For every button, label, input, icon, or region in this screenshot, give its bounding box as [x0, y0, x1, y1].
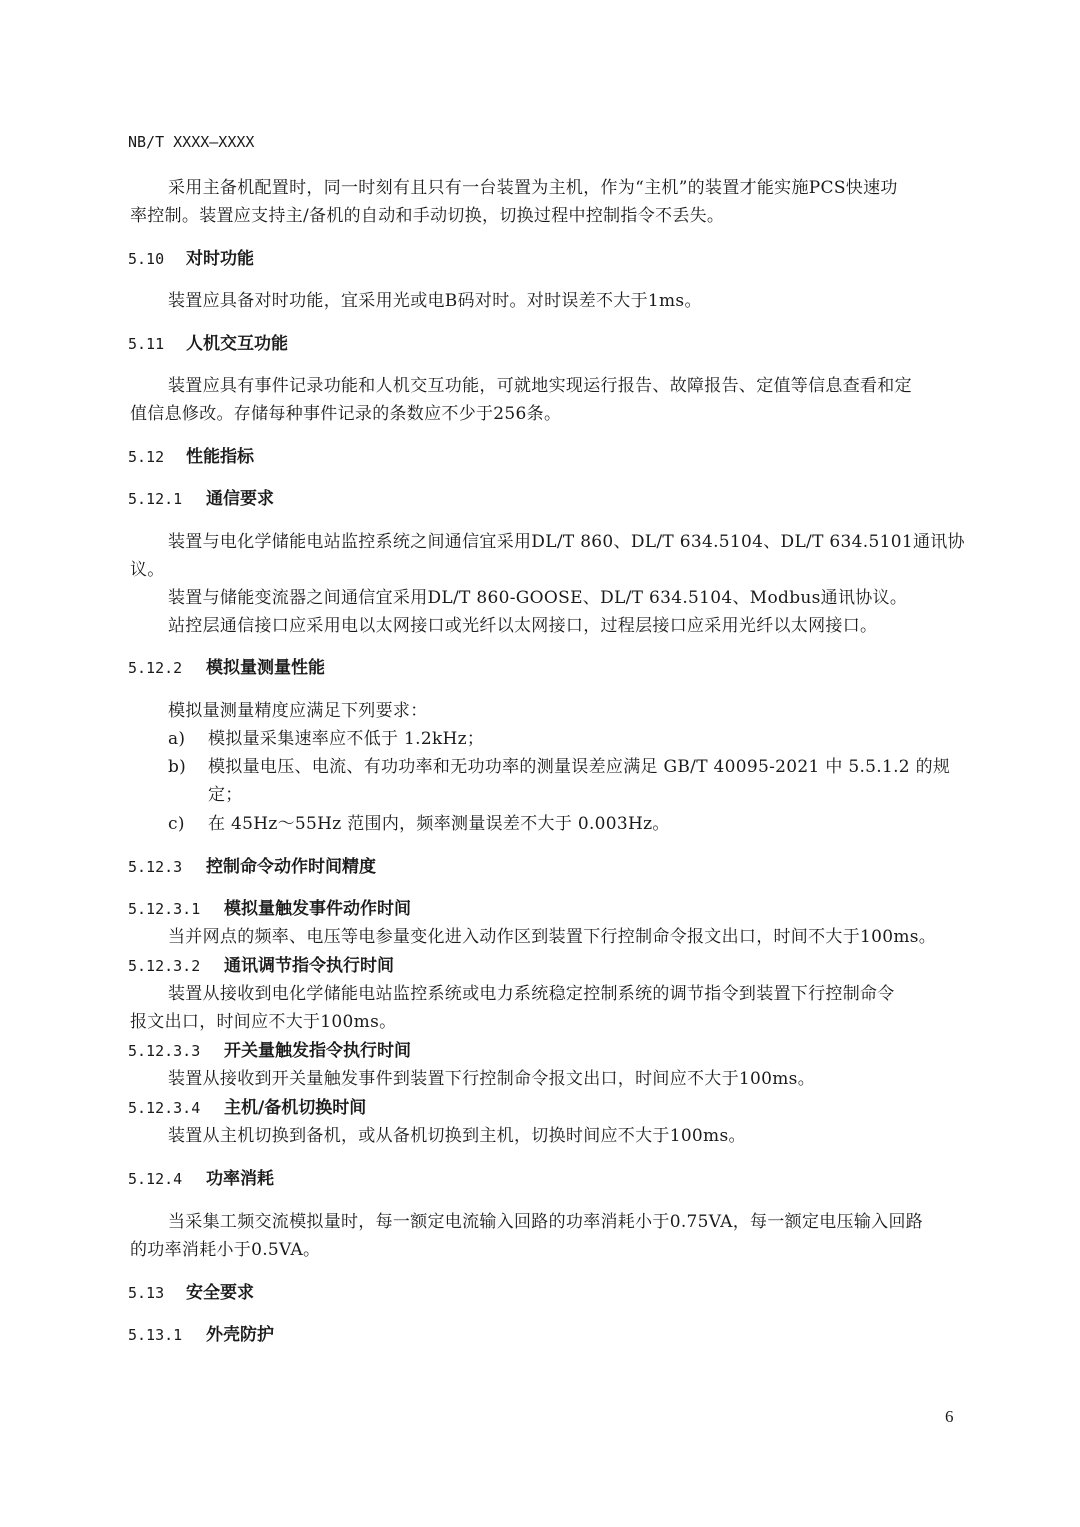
list-item — [168, 813, 670, 835]
list-item — [168, 756, 950, 778]
section-number: 5.13 — [128, 1284, 165, 1302]
section-number: 5.12.2 — [128, 659, 183, 677]
paragraph-line: 采用主备机配置时，同一时刻有且只有一台装置为主机，作为“主机”的装置才能实施PCS快速功 — [168, 178, 898, 198]
section-heading-5-10 — [128, 248, 254, 270]
paragraph-line: 装置与电化学储能电站监控系统之间通信宜采用DL/T 860、DL/T 634.5104、DL/T 634.5101通讯协 — [168, 532, 965, 552]
section-heading-5-12-3 — [128, 856, 376, 878]
section-number: 5.12.3.1 — [128, 900, 201, 918]
list-label: a) — [168, 729, 186, 749]
section-number: 5.10 — [128, 250, 165, 268]
section-heading-5-13 — [128, 1282, 254, 1304]
section-number: 5.11 — [128, 335, 165, 353]
section-title: 性能指标 — [186, 447, 254, 467]
section-heading-5-12-3-1 — [128, 898, 411, 920]
paragraph-line: 的功率消耗小于0.5VA。 — [130, 1240, 321, 1260]
list-item — [168, 728, 484, 750]
section-heading-5-13-1 — [128, 1324, 274, 1346]
list-text: 模拟量电压、电流、有功功率和无功功率的测量误差应满足 GB/T 40095-2021 中 5.5.1.2 的规 — [208, 757, 951, 777]
section-title: 模拟量测量性能 — [206, 658, 325, 678]
paragraph-line: 装置从接收到电化学储能电站监控系统或电力系统稳定控制系统的调节指令到装置下行控制命令 — [168, 984, 895, 1004]
paragraph-line: 报文出口，时间应不大于100ms。 — [130, 1012, 397, 1032]
section-heading-5-12-4 — [128, 1168, 274, 1190]
section-title: 安全要求 — [186, 1283, 254, 1303]
section-number: 5.13.1 — [128, 1326, 183, 1344]
section-title: 通讯调节指令执行时间 — [224, 956, 394, 976]
section-number: 5.12.3 — [128, 858, 183, 876]
list-text: 在 45Hz～55Hz 范围内，频率测量误差不大于 0.003Hz。 — [208, 814, 670, 834]
page-number: 6 — [945, 1407, 954, 1426]
section-title: 外壳防护 — [206, 1325, 274, 1345]
section-heading-5-12-1 — [128, 488, 274, 510]
list-label: c) — [168, 814, 185, 834]
paragraph-line: 当采集工频交流模拟量时，每一额定电流输入回路的功率消耗小于0.75VA，每一额定电压输入回路 — [168, 1212, 924, 1232]
standard-number: NB/T XXXX—XXXX — [128, 133, 255, 151]
paragraph-line: 模拟量测量精度应满足下列要求： — [168, 701, 428, 721]
section-number: 5.12.3.4 — [128, 1099, 201, 1117]
paragraph-line: 装置与储能变流器之间通信宜采用DL/T 860-GOOSE、DL/T 634.5104、Modbus通讯协议。 — [168, 588, 908, 608]
section-number: 5.12.1 — [128, 490, 183, 508]
section-heading-5-12-3-3 — [128, 1040, 411, 1062]
paragraph-line: 站控层通信接口应采用电以太网接口或光纤以太网接口，过程层接口应采用光纤以太网接口。 — [168, 616, 878, 636]
section-number: 5.12.3.3 — [128, 1042, 201, 1060]
paragraph-line: 装置应具有事件记录功能和人机交互功能，可就地实现运行报告、故障报告、定值等信息查看和定 — [168, 376, 912, 396]
section-title: 控制命令动作时间精度 — [206, 857, 376, 877]
paragraph-line: 值信息修改。存储每种事件记录的条数应不少于256条。 — [130, 404, 562, 424]
section-heading-5-12-3-4 — [128, 1097, 366, 1119]
section-title: 主机/备机切换时间 — [224, 1098, 367, 1118]
section-title: 对时功能 — [186, 249, 254, 269]
paragraph-line: 议。 — [130, 560, 165, 580]
section-title: 开关量触发指令执行时间 — [224, 1041, 411, 1061]
section-heading-5-11 — [128, 333, 288, 355]
paragraph-line: 当并网点的频率、电压等电参量变化进入动作区到装置下行控制命令报文出口，时间不大于100ms。 — [168, 927, 937, 947]
section-title: 功率消耗 — [206, 1169, 274, 1189]
paragraph-line: 装置从接收到开关量触发事件到装置下行控制命令报文出口，时间应不大于100ms。 — [168, 1069, 815, 1089]
section-number: 5.12.3.2 — [128, 957, 201, 975]
section-title: 人机交互功能 — [186, 334, 288, 354]
section-heading-5-12-3-2 — [128, 955, 394, 977]
paragraph-line: 率控制。装置应支持主/备机的自动和手动切换，切换过程中控制指令不丢失。 — [130, 206, 725, 226]
section-title: 通信要求 — [206, 489, 274, 509]
list-text: 模拟量采集速率应不低于 1.2kHz； — [208, 729, 485, 749]
section-heading-5-12-2 — [128, 657, 325, 679]
paragraph-line: 装置从主机切换到备机，或从备机切换到主机，切换时间应不大于100ms。 — [168, 1126, 746, 1146]
paragraph-line: 装置应具备对时功能，宜采用光或电B码对时。对时误差不大于1ms。 — [168, 291, 702, 311]
section-number: 5.12 — [128, 448, 165, 466]
list-label: b) — [168, 757, 187, 777]
section-title: 模拟量触发事件动作时间 — [224, 899, 411, 919]
section-number: 5.12.4 — [128, 1170, 183, 1188]
list-item-continuation: 定； — [208, 785, 243, 805]
section-heading-5-12 — [128, 446, 254, 468]
